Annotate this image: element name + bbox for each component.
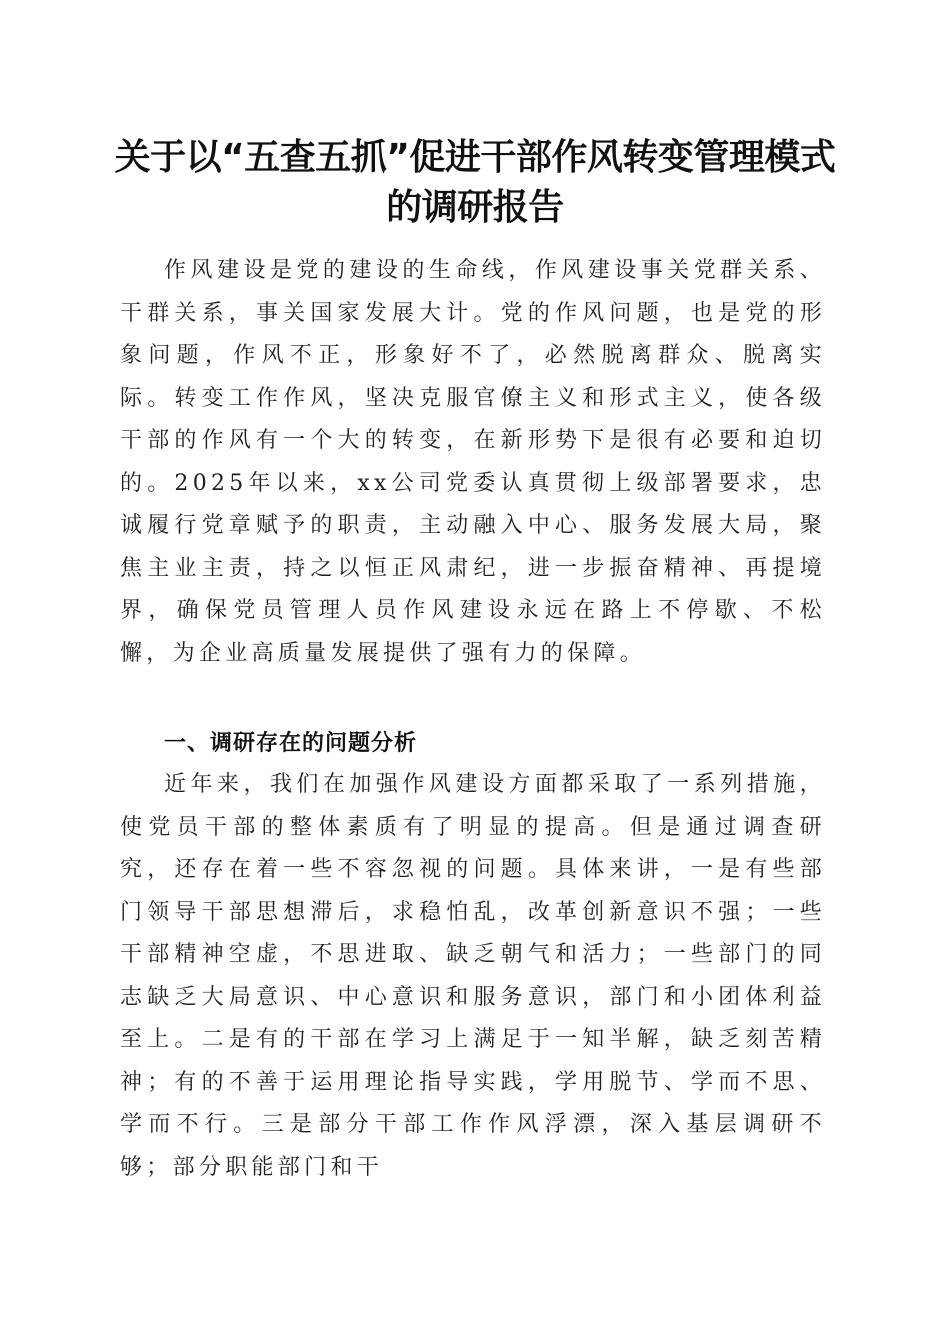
document-title: 关于以“五查五抓”促进干部作风转变管理模式的调研报告: [114, 137, 836, 228]
section-paragraph: 近年来，我们在加强作风建设方面都采取了一系列措施，使党员干部的整体素质有了明显的提高。但是通过调查研究，还存在着一些不容忽视的问题。具体来讲，一是有些部门领导干部思想滞后，求稳怕乱，改革创新意识不强；一些干部精神空虚，不思进取、缺乏朝气和活力；一些部门的同志缺乏大局意识、中心意识和服务意识，部门和小团体利益至上。二是有的干部在学习上满足于一知半解，缺乏刻苦精神；有的不善于运用理论指导实践，学用脱节、学而不思、学而不行。三是部分干部工作作风浮漂，深入基层调研不够；部分职能部门和干: [120, 772, 826, 1180]
intro-paragraph: 作风建设是党的建设的生命线，作风建设事关党群关系、干群关系，事关国家发展大计。党的作风问题，也是党的形象问题，作风不正，形象好不了，必然脱离群众、脱离实际。转变工作作风，坚决克服官僚主义和形式主义，使各级干部的作风有一个大的转变，在新形势下是很有必要和迫切的。2025年以来，xx公司党委认真贯彻上级部署要求，忠诚履行党章赋予的职责，主动融入中心、服务发展大局，聚焦主业主责，持之以恒正风肃纪，进一步振奋精神、再提境界，确保党员管理人员作风建设永远在路上不停歇、不松懈，为企业高质量发展提供了强有力的保障。: [120, 258, 826, 666]
section-heading: 一、调研存在的问题分析: [164, 731, 418, 756]
